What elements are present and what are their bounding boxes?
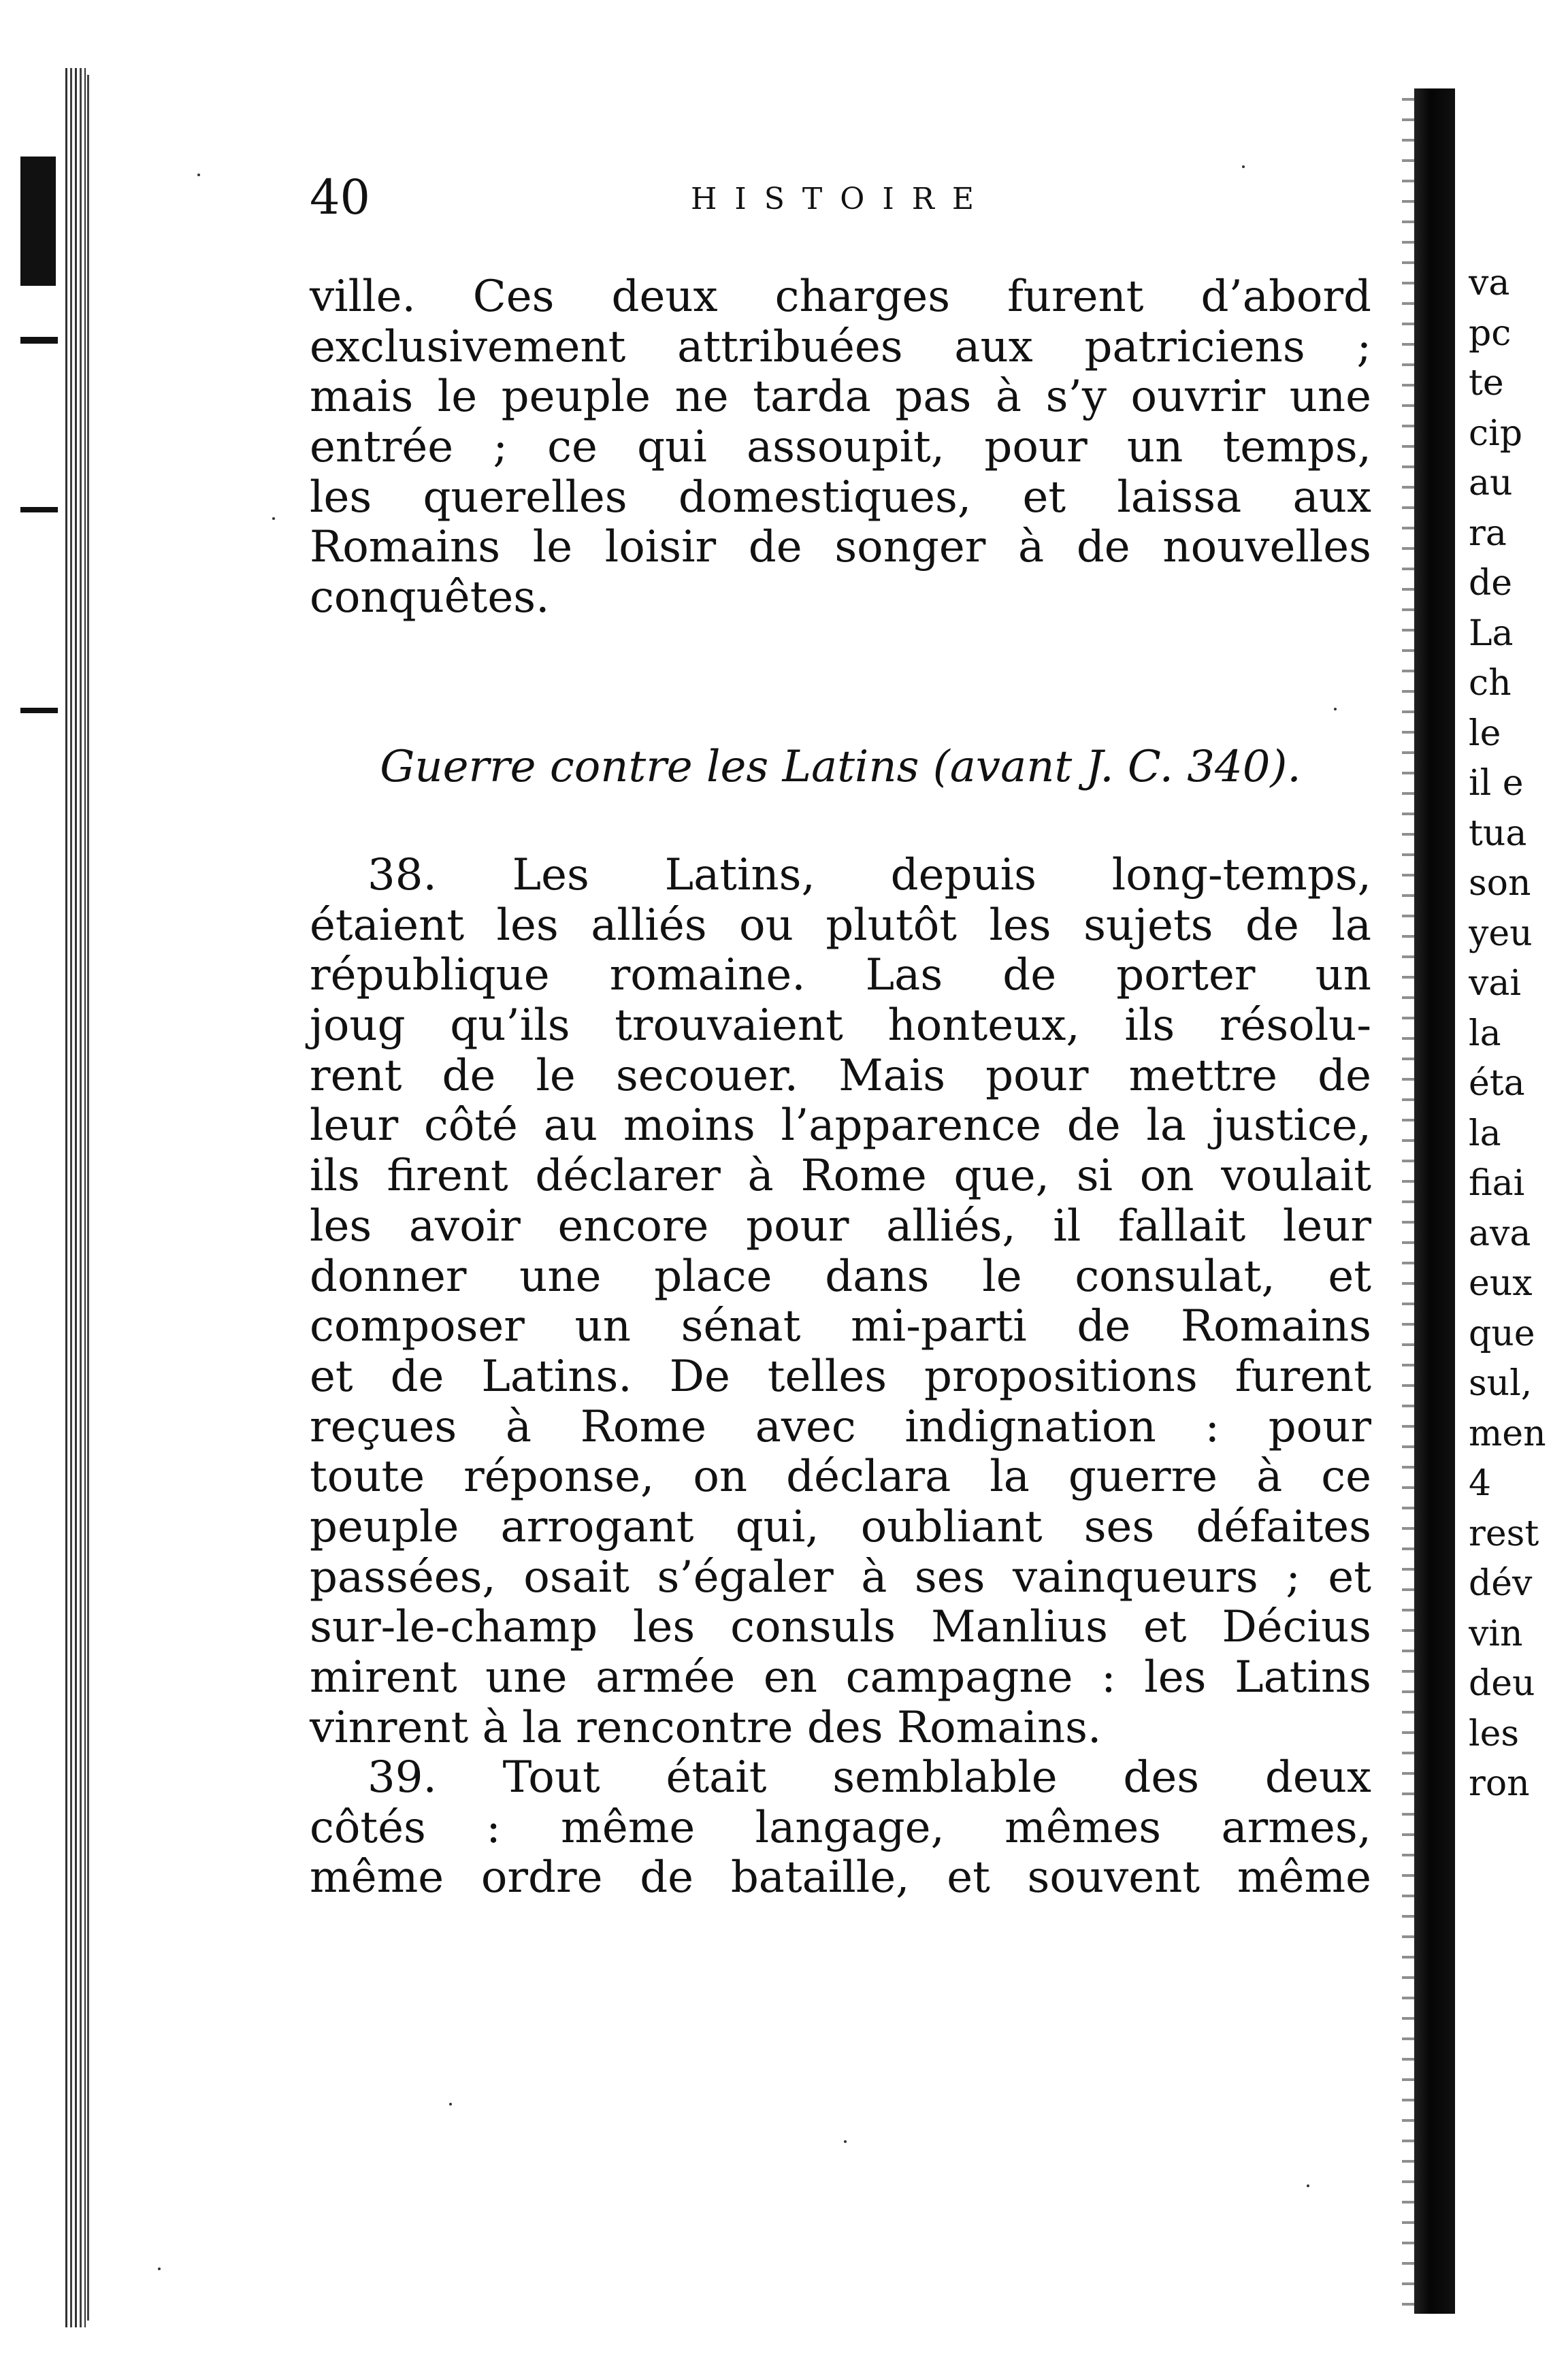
text-line: république romaine. Las de porter un	[310, 950, 1371, 1001]
facing-page-line: ch	[1469, 663, 1512, 704]
paragraph-38	[310, 851, 1371, 1753]
intro-paragraph	[310, 272, 1371, 623]
facing-page-line: son	[1469, 863, 1531, 904]
book-gutter	[1414, 88, 1455, 2314]
text-line: Romains le loisir de songer à de nouvelles	[310, 522, 1371, 573]
text-line: vinrent à la rencontre des Romains.	[310, 1702, 1102, 1753]
text-line: peuple arrogant qui, oubliant ses défaites	[310, 1501, 1371, 1552]
facing-page-line: éta	[1469, 1063, 1525, 1104]
text-line: mais le peuple ne tarda pas à s’y ouvrir une	[310, 372, 1371, 423]
text-line: joug qu’ils trouvaient honteux, ils résolu-	[310, 1000, 1371, 1051]
facing-page-line: vai	[1469, 963, 1522, 1004]
facing-page-line: fiai	[1469, 1163, 1525, 1204]
scan-artifact	[20, 507, 58, 512]
page-header	[310, 167, 1371, 228]
text-line: et de Latins. De telles propositions furent	[310, 1351, 1371, 1402]
text-line: reçues à Rome avec indignation : pour	[310, 1401, 1371, 1452]
text-line: sur-le-champ les consuls Manlius et Décius	[310, 1602, 1371, 1653]
text-line: rent de le secouer. Mais pour mettre de	[310, 1050, 1371, 1101]
text-line: exclusivement attribuées aux patriciens ;	[310, 321, 1371, 372]
text-line: conquêtes.	[310, 572, 550, 623]
text-line: ville. Ces deux charges furent d’abord	[310, 272, 1371, 322]
text-line: leur côté au moins l’apparence de la justice,	[310, 1100, 1371, 1151]
facing-page-line: men	[1469, 1413, 1546, 1454]
text-line: passées, osait s’égaler à ses vainqueurs ; et	[310, 1552, 1371, 1603]
facing-page-line: dév	[1469, 1563, 1533, 1604]
facing-page-line: te	[1469, 363, 1504, 404]
facing-page-line: rest	[1469, 1513, 1539, 1554]
text-line: toute réponse, on déclara la guerre à ce	[310, 1452, 1371, 1503]
facing-page-line: au	[1469, 463, 1513, 504]
text-line: même ordre de bataille, et souvent même	[310, 1852, 1371, 1903]
facing-page-line: tua	[1469, 813, 1527, 854]
text-line: 38. Les Latins, depuis long-temps,	[368, 850, 1371, 900]
page-number: 40	[310, 169, 371, 225]
text-line: entrée ; ce qui assoupit, pour un temps,	[310, 422, 1371, 473]
facing-page-line: 4	[1469, 1463, 1492, 1504]
facing-page-line: que	[1469, 1313, 1535, 1354]
facing-page-line: cip	[1469, 412, 1523, 454]
text-line: donner une place dans le consulat, et	[310, 1251, 1371, 1302]
facing-page-line: yeu	[1469, 913, 1533, 954]
text-line: côtés : même langage, mêmes armes,	[310, 1802, 1371, 1853]
text-line: mirent une armée en campagne : les Latins	[310, 1652, 1371, 1703]
text-line: 39. Tout était semblable des deux	[368, 1752, 1371, 1803]
facing-page-fragments	[1469, 259, 1568, 1809]
facing-page-line: eux	[1469, 1263, 1533, 1304]
scan-artifact	[20, 157, 56, 286]
scan-artifact	[20, 337, 58, 344]
section-heading: Guerre contre les Latins (avant J. C. 340).	[380, 742, 1301, 792]
facing-page-line: pc	[1469, 312, 1512, 354]
facing-page-line: il e	[1469, 763, 1524, 804]
facing-page-line: le	[1469, 712, 1501, 754]
facing-page-line: la	[1469, 1013, 1501, 1054]
text-line: ils firent déclarer à Rome que, si on voulait	[310, 1151, 1371, 1202]
facing-page-line: la	[1469, 1113, 1501, 1154]
paragraph-39	[310, 1753, 1371, 1903]
running-title: HISTOIRE	[691, 182, 992, 216]
facing-page-line: va	[1469, 263, 1510, 304]
facing-page-line: ra	[1469, 512, 1507, 554]
facing-page-line: vin	[1469, 1613, 1523, 1654]
facing-page-line: La	[1469, 612, 1514, 654]
binding-line	[87, 75, 89, 2321]
facing-page-line: sul,	[1469, 1363, 1533, 1404]
facing-page-line: de	[1469, 563, 1513, 604]
text-line: les avoir encore pour alliés, il fallait leur	[310, 1200, 1371, 1251]
facing-page-line: deu	[1469, 1663, 1535, 1704]
facing-page-line: ron	[1469, 1763, 1530, 1804]
text-line: étaient les alliés ou plutôt les sujets de la	[310, 900, 1371, 951]
text-line: composer un sénat mi-parti de Romains	[310, 1301, 1371, 1352]
facing-page-line: les	[1469, 1713, 1520, 1754]
text-line: les querelles domestiques, et laissa aux	[310, 472, 1371, 523]
facing-page-line: ava	[1469, 1213, 1531, 1254]
scan-artifact	[20, 708, 58, 713]
binding-edge	[65, 68, 86, 2327]
